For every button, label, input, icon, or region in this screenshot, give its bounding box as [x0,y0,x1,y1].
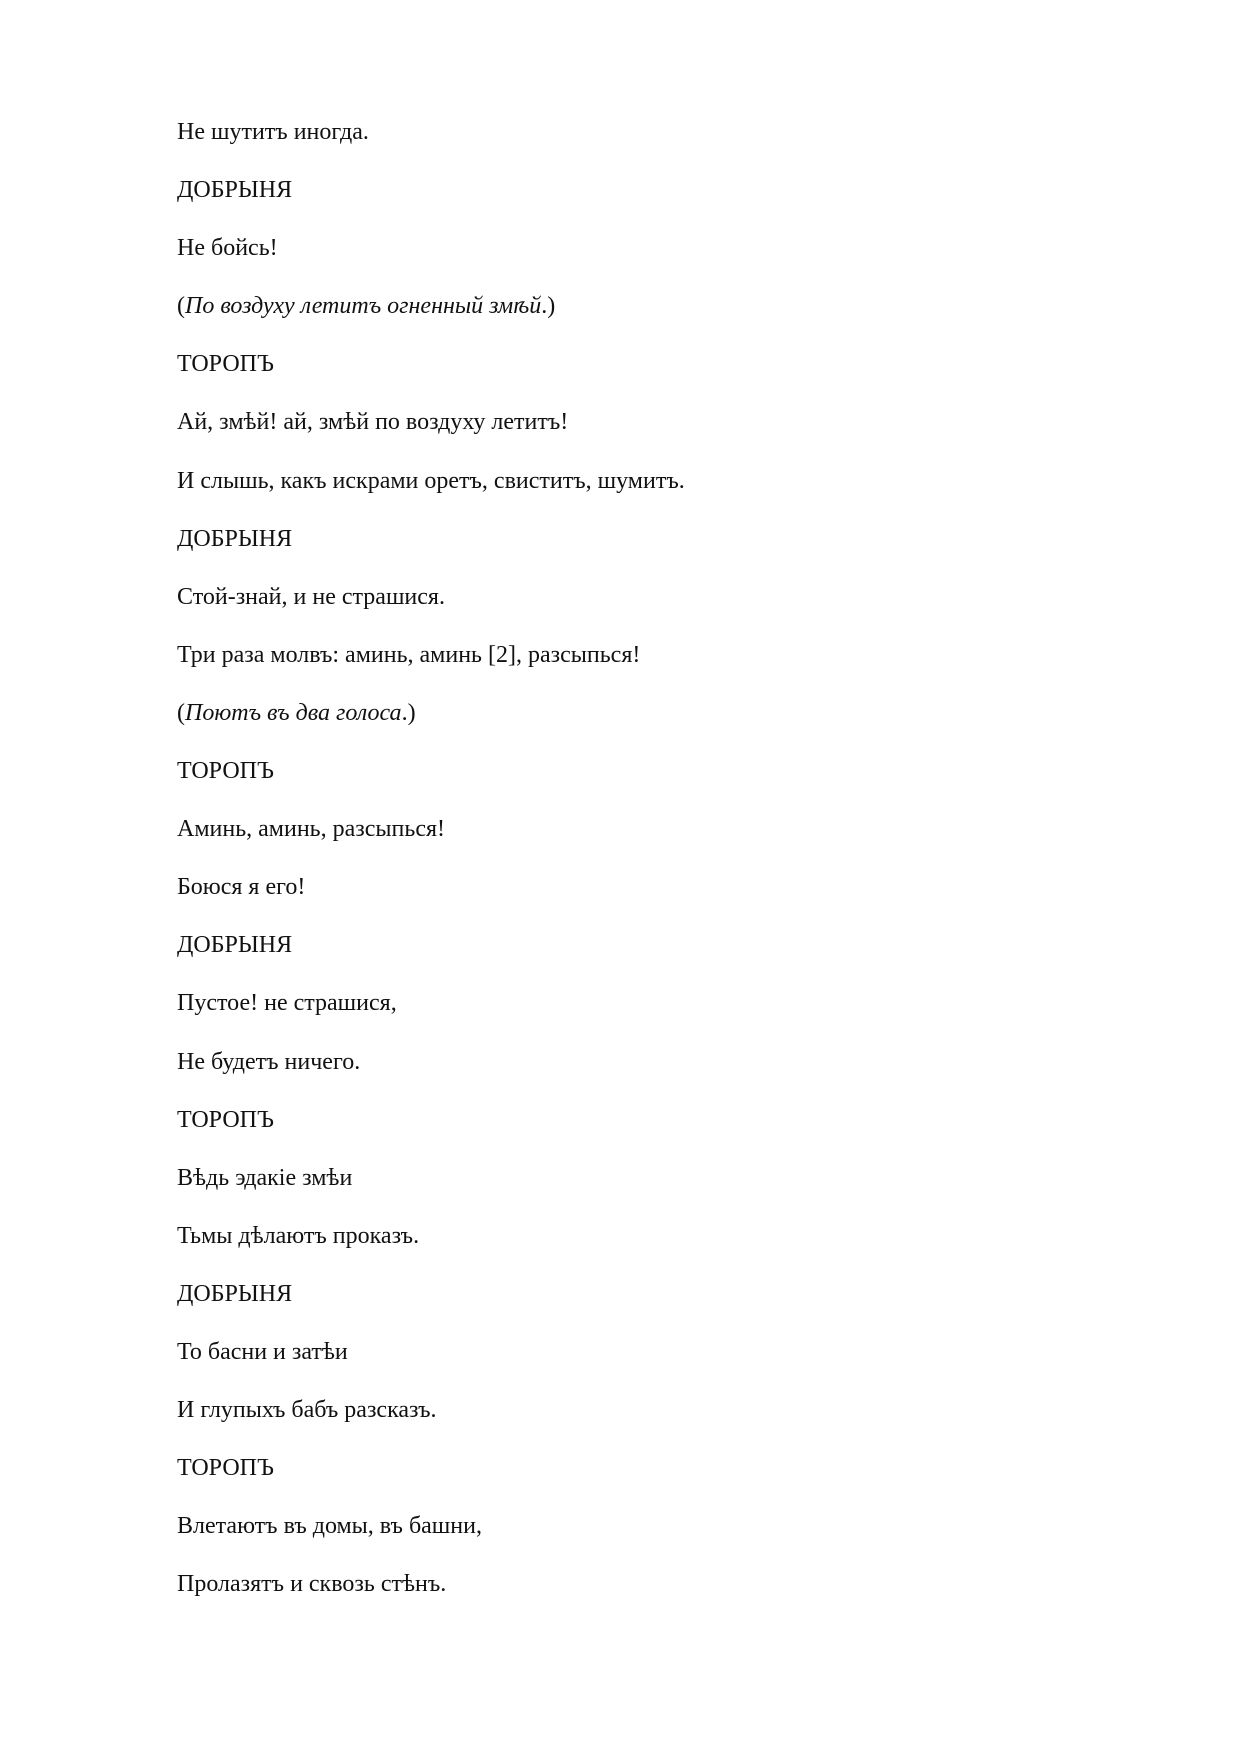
speaker-name: ДОБРЫНЯ [177,177,293,204]
verse-line: То басни и затѣи [177,1338,348,1365]
speaker-name: ТОРОПЪ [177,1455,274,1482]
verse-line: Не бойсь! [177,235,278,262]
speaker-name: ДОБРЫНЯ [177,932,293,959]
stage-direction [177,286,1137,344]
stage-direction-close: .) [541,293,556,320]
verse-line: Ай, змѣй! ай, змѣй по воздуху летитъ! [177,409,569,436]
verse-line: Пустое! не страшися, [177,990,397,1017]
verse-line: Влетаютъ въ домы, въ башни, [177,1513,482,1540]
stage-direction [177,693,1137,751]
verse-line: Не будетъ ничего. [177,1048,361,1075]
verse-line: Пролазятъ и сквозь стѣнъ. [177,1571,447,1598]
verse-line: Тьмы дѣлаютъ проказъ. [177,1222,420,1249]
verse-line: И глупыхъ бабъ разсказъ. [177,1397,437,1424]
verse-line: Вѣдь эдакіе змѣи [177,1164,353,1191]
stage-direction-open: ( [177,699,185,726]
verse-line: Боюся я его! [177,874,306,901]
verse-line: Не шутитъ иногда. [177,119,369,145]
verse-line: И слышь, какъ искрами оретъ, свиститъ, шумитъ. [177,467,685,494]
speaker-name: ТОРОПЪ [177,758,274,785]
verse-line: Аминь, аминь, разсыпься! [177,816,446,843]
stage-direction-text: По воздуху летитъ огненный змѣй [185,293,542,320]
stage-direction-text: Поютъ въ два голоса [185,699,402,726]
verse-line: Стой-знай, и не страшися. [177,583,445,610]
verse-line: Три раза молвъ: аминь, аминь [2], разсыпься! [177,641,641,668]
speaker-name: ДОБРЫНЯ [177,1280,293,1307]
speaker-name: ДОБРЫНЯ [177,525,293,552]
speaker-name: ТОРОПЪ [177,351,274,378]
stage-direction-open: ( [177,293,185,320]
play-text [177,112,1137,1622]
stage-direction-close: .) [401,699,416,726]
speaker-name: ТОРОПЪ [177,1106,274,1133]
